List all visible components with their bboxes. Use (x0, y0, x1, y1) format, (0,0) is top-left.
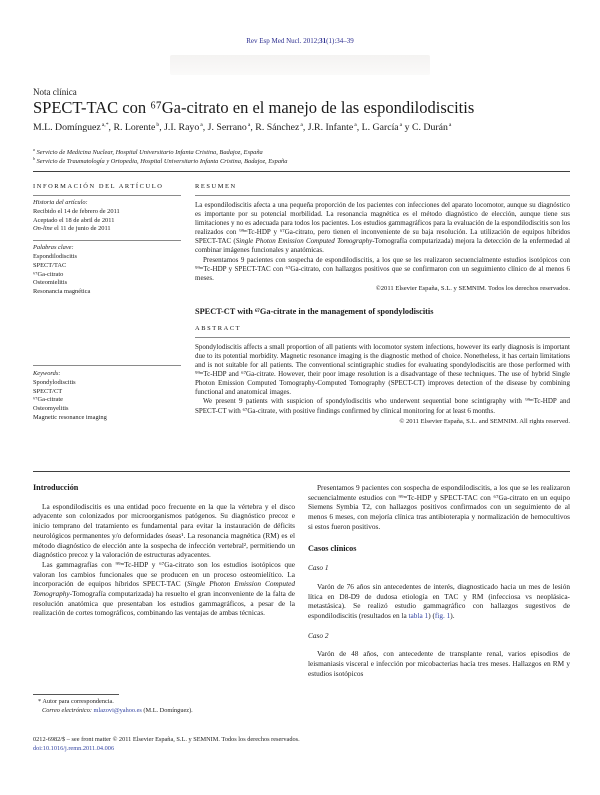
history-label: Historia del artículo: (33, 199, 88, 206)
resumen-copyright: ©2011 Elsevier España, S.L. y SEMNIM. Todos los derechos reservados. (375, 284, 570, 292)
palabras-label: Palabras clave: (33, 244, 74, 252)
article-info-section (33, 183, 570, 425)
caso1-paragraph: Varón de 76 años sin antecedentes de interés, diagnosticado hacia un mes de lesión lítica en D8-D9 de dudosa etiología en TAC y RM (infecciosa vs neoplásica-metastásica). Se realizó estudio gammagráfico con hallazgos sugestivos de espondilodiscitis (resultados en la tabla 1) (fig. 1). (308, 581, 570, 621)
author-affiliation-marker: a (354, 121, 357, 128)
caso2-paragraph: Varón de 48 años, con antecedente de transplante renal, varios episodios de leismaniasis visceral e infección por micobacterias hacía tres meses. Hallazgos en RM y estudios isotópicos (308, 649, 570, 678)
history-received: Recibido el 14 de febrero de 2011 (33, 207, 120, 215)
article-history (33, 196, 181, 241)
author-affiliation-marker: a (247, 121, 251, 128)
abstract-heading: ABSTRACT (195, 325, 570, 338)
keyword-item: Magnetic resonance imaging (33, 413, 107, 421)
inline-link[interactable]: fig. 1 (434, 611, 451, 621)
keyword-item: Resonancia magnética (33, 288, 91, 296)
keyword-item: Osteomielitis (33, 279, 68, 287)
email-after: (M.L. Domínguez). (143, 706, 193, 714)
keyword-item: ⁶⁷Ga-citrato (33, 270, 64, 278)
affiliation-a (33, 148, 570, 157)
journal-masthead-faint (170, 55, 430, 75)
author-name: C. Durán (412, 122, 448, 133)
affiliation-b (33, 157, 570, 166)
author-name: J. Serrano (207, 122, 247, 133)
article-info-heading: INFORMACIÓN DEL ARTÍCULO (33, 183, 181, 196)
article-type-label: Nota clínica (33, 87, 77, 97)
keyword-item: Espondilodiscitis (33, 252, 78, 260)
divider-abstract-bottom (33, 471, 570, 472)
resumen-heading: RESUMEN (195, 183, 570, 196)
keyword-item: SPECT/CT (33, 387, 63, 395)
casos-heading: Casos clínicos (308, 543, 357, 553)
resumen-paragraph-1: La espondilodiscitis afecta a una pequeña proporción de los pacientes con infecciones del aparato locomotor, aunque su diagnóstico es importante por su potencial morbilidad. La resonancia magnética es el método diagnóstico de elección, aunque tiene sus limitaciones y no es adecuada para todos los pacientes. Los estudios gammagráficos para la evaluación de la espondilodiscitis son los realizados con ⁹⁹ᵐTc-HDP y ⁶⁷Ga-citrato, pero tienen el inconveniente de su baja resolución. La utilización de equipos híbridos SPECT-TAC (Single Photon Emission Computed Tomography-Tomografía computarizada) mejora la detección de la enfermedad al combinar imágenes funcionales y anatómicas. (195, 201, 570, 255)
footnote-divider (33, 694, 119, 695)
author-affiliation-marker: a (448, 121, 452, 128)
caso1-heading: Caso 1 (308, 563, 329, 573)
keywords-label: Keywords: (33, 369, 61, 377)
author-name: R. Sánchez (255, 122, 300, 133)
author-name: R. Lorente (113, 122, 156, 133)
author-affiliation-marker: a (399, 121, 403, 128)
keywords-list (33, 365, 181, 423)
history-online: On-line el 11 de junio de 2011 (33, 225, 111, 233)
issn-line: 0212-6982/$ – see front matter © 2011 Elsevier España, S.L. y SEMNIM. Todos los derechos reservados. (33, 736, 300, 743)
abstract-copyright: © 2011 Elsevier España, S.L. and SEMNIM. All rights reserved. (399, 417, 570, 425)
page-footer (33, 735, 570, 753)
intro-heading: Introducción (33, 483, 79, 492)
author-affiliation-marker: a (300, 121, 303, 128)
article-body (33, 483, 570, 679)
author-name: J.I. Rayo (164, 122, 200, 133)
resumen-paragraph-2: Presentamos 9 pacientes con sospecha de espondilodiscitis, a los que se les realizaron secuencialmente estudios isotópicos con ⁹⁹ᵐTc-HDP y SPECT-TAC con ⁶⁷Ga-citrato, con hallazgos positivos que se confirmaron con un seguimiento clínico de al menos 6 meses. (195, 255, 570, 282)
author-affiliation-marker: a (200, 121, 203, 128)
author-name: M.L. Domínguez (33, 122, 101, 133)
email-label: Correo electrónico: (42, 706, 92, 714)
english-title: SPECT-CT with ⁶⁷Ga-citrate in the management of spondylodiscitis (195, 306, 434, 316)
author-name: L. García (361, 122, 399, 133)
author-affiliation-marker: a,* (101, 121, 109, 128)
keyword-item: Osteomyelitis (33, 405, 69, 413)
palabras-clave-list (33, 241, 181, 297)
abstract-paragraph-2: We present 9 patients with suspicion of spondylodiscitis who underwent sequential bone scintigraphy with ⁹⁹ᵐTc-HDP and SPECT-CT with ⁶⁷Ga-citrate, with positive findings confirmed by clinical monitoring for at least 6 months. (195, 397, 570, 415)
abstracts-column (195, 183, 570, 425)
affiliation-text: Servicio de Traumatología y Ortopedia, Hospital Universitario Infanta Cristina, Badajoz, España (36, 158, 288, 165)
intro-paragraph-2: Las gammagrafías con ⁹⁹ᵐTc-HDP y ⁶⁷Ga-citrato son los estudios isotópicos que valoran los cambios funcionales que se producen en un proceso osteomielítico. La incorporación de equipos híbridos SPECT-TAC (Single Photon Emission Computed Tomography-Tomografía computarizada) ha resuelto el gran inconveniente de la falta de resolución anatómica que presentaban los estudios gammagráficos, a pesar de la realización de cortes tomográficos, combinando las ventajas de ambas técnicas. (33, 559, 295, 618)
affiliation-list (33, 148, 570, 166)
author-name: J.R. Infante (307, 122, 354, 133)
correspondence-note: * Autor para correspondencia. (38, 698, 114, 705)
correspondence-footnote (33, 694, 295, 716)
affiliation-text: Servicio de Medicina Nuclear, Hospital Universitario Infanta Cristina, Badajoz, España (36, 149, 263, 156)
author-list: M.L. Domínguez$^{a,*}$, R. Lorente$^b$, J.I. Rayo$^a$, J. Serrano$^a$, R. Sánchez$^a$, J.R. Infante$^a$, L. García$^a$ y C. Durán$^a$ (33, 121, 452, 133)
author-affiliation-marker: b (156, 121, 160, 128)
keyword-item: Spondylodiscitis (33, 378, 76, 386)
doi-link[interactable]: doi:10.1016/j.remn.2011.04.006 (33, 745, 115, 752)
affiliation-marker: b (33, 155, 35, 161)
methods-paragraph: Presentamos 9 pacientes con sospecha de espondilodiscitis, a los que se les realizaron secuencialmente estudios con ⁹⁹ᵐTc-HDP y SPECT-TAC con ⁶⁷Ga-citrato en un equipo Siemens Symbia T2, con hallazgos positivos confirmados con un seguimiento de al menos 6 meses, con mejoría clínica tras antibioterapia y normalización de hemocultivos si estos fueron positivos. (308, 483, 570, 531)
journal-citation: Rev Esp Med Nucl. 2012;31(1):34–39 (246, 37, 354, 45)
divider-top (33, 171, 570, 172)
inline-link[interactable]: tabla 1 (408, 611, 429, 621)
article-title: SPECT-TAC con ⁶⁷Ga-citrato en el manejo de las espondilodiscitis (33, 98, 475, 117)
correspondence-email-line (33, 707, 295, 716)
caso2-heading: Caso 2 (308, 630, 329, 640)
affiliation-marker: a (33, 146, 35, 152)
history-accepted: Aceptado el 18 de abril de 2011 (33, 216, 115, 224)
body-column-right (308, 483, 570, 679)
keyword-item: ⁶⁷Ga-citrate (33, 396, 63, 404)
article-info-column (33, 183, 181, 425)
keyword-item: SPECT/TAC (33, 261, 67, 269)
body-column-left (33, 483, 295, 679)
intro-paragraph-1: La espondilodiscitis es una entidad poco frecuente en la que la vértebra y el disco adyacente son colonizados por microorganismos patógenos. Su diagnóstico precoz e inicio temprano del tratamiento es fundamental para evitar la instauración de déficits neurológicos permanentes y/o deformidades óseas¹. La resonancia magnética (RM) es el método diagnóstico de elección ante la sospecha de infección vertebral², permitiendo un diagnóstico precoz y la valoración de estructuras adyacentes. (33, 501, 295, 560)
abstract-paragraph-1: Spondylodiscitis affects a small proportion of all patients with locomotor system infections, however its early diagnosis is important due to its potential morbidity. Magnetic resonance imaging is the diagnostic method of choice. Nonetheless, it has certain limitations and is not suitable for all patients. The conventional scintigraphic studies for evaluating spondylodiscitis are those performed with ⁹⁹ᵐTc-HDP and ⁶⁷Ga-citrate. However, their poor image resolution is a disadvantage of these techniques. The use of hybrid Single Photon Emission Computed Tomography-Computed Tomography (SPECT-CT) improves detection of the disease by combining functional and anatomical images. (195, 342, 570, 397)
email-link[interactable]: mlazovi@yahoo.es (93, 706, 142, 714)
